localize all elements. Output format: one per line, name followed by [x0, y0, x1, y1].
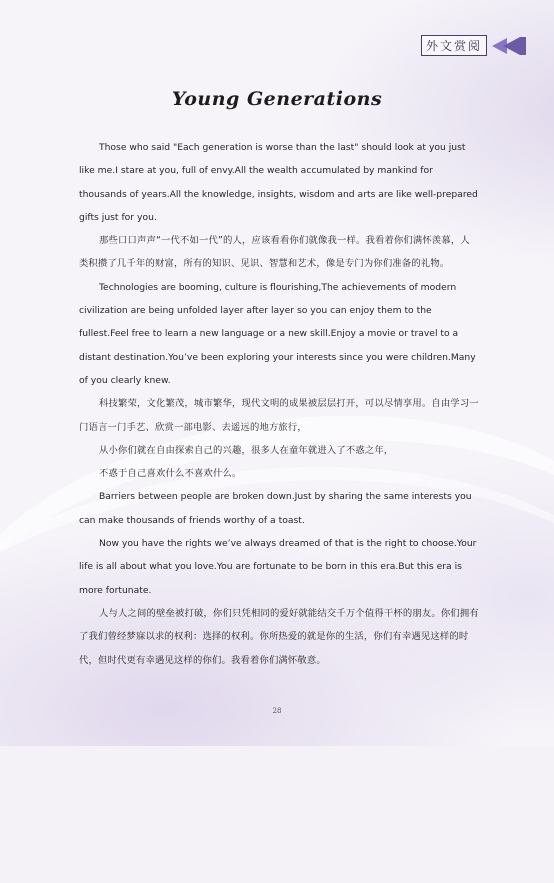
page-number: 28 [272, 707, 282, 715]
article-title: Young Generations [171, 88, 383, 110]
paragraph-zh-5: 人与人之间的壁垒被打破，你们只凭相同的爱好就能结交千万个值得干杯的朋友。你们拥有了我们曾经梦寐以求的权利：选择的权利。你所热爱的就是你的生活，你们有幸遇见这样的时代，但时代更有幸遇见这样的你们。我看着你们满怀敬意。 [79, 607, 479, 666]
paragraph-en-2: Technologies are booming, culture is flourishing,The achievements of modern civilization are being unfolded layer after layer so you can enjoy them to the fullest.Feel free to learn a new language or a new skill.Enjoy a movie or travel to a distant destination.You’ve been exploring your interests since you were children.Many of you clearly knew. [79, 281, 476, 386]
paragraph-en-1: Those who said "Each generation is worse than the last" should look at you just like me.I stare at you, full of envy.All the wealth accumulated by mankind for thousands of years.All the knowledge, insights, wisdom and arts are like well-prepared gifts just for you. [79, 142, 478, 223]
paragraph-en-4: Now you have the rights we’ve always dreamed of that is the right to choose.Your life is all about what you love.You are fortunate to be born in this era.But this era is more fortunate. [79, 538, 477, 596]
paragraph-en-3: Barriers between people are broken down.Just by sharing the same interests you can make thousands of friends worthy of a toast. [79, 491, 472, 526]
article-body [79, 136, 479, 672]
section-tag: 外文赏阅 [421, 35, 487, 56]
paragraph-zh-3: 从小你们就在自由探索自己的兴趣，很多人在童年就进入了不惑之年， [99, 444, 394, 456]
paragraph-zh-1: 那些口口声声“一代不如一代”的人，应该看看你们就像我一样。我看着你们满怀羡慕，人类积攒了几千年的财富，所有的知识、见识、智慧和艺术，像是专门为你们准备的礼物。 [79, 235, 470, 270]
paragraph-zh-4: 不惑于自己喜欢什么不喜欢什么。 [99, 468, 242, 480]
paragraph-zh-2: 科技繁荣，文化繁茂，城市繁华，现代文明的成果被层层打开，可以尽情享用。自由学习一门语言一门手艺、欣赏一部电影、去遥远的地方旅行， [79, 398, 479, 433]
double-arrow-left-icon [490, 36, 528, 56]
